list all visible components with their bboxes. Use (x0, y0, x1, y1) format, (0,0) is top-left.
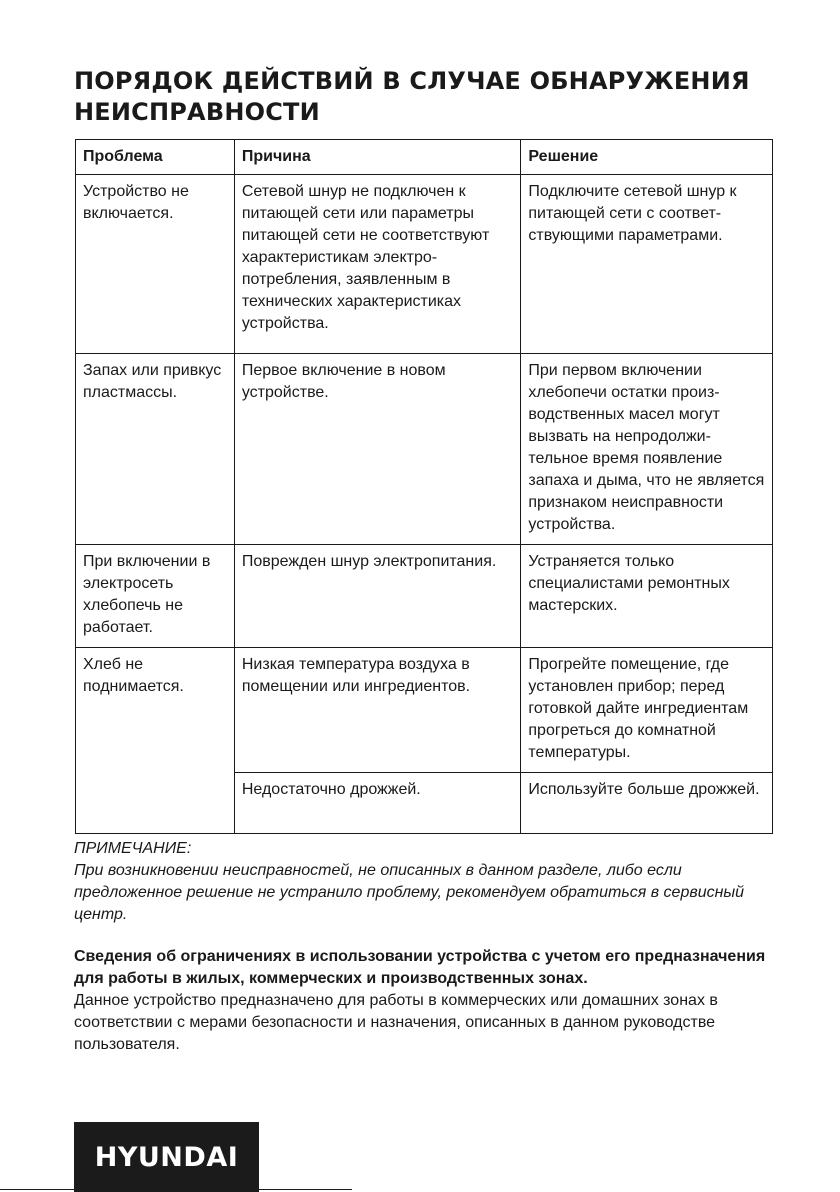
cause-cell: Первое включение в новом устройстве. (234, 354, 521, 545)
note-text: При возникновении неисправностей, не описанных в данном разделе, либо если предложенное решение не устранило проблему, рекомендуем обратиться в сервисный центр. (74, 862, 745, 923)
problem-cell: Запах или привкус пластмассы. (76, 354, 235, 545)
restrictions-section (74, 946, 774, 1056)
table-row (76, 648, 773, 773)
header-solution: Решение (521, 140, 773, 175)
solution-cell: Устраняется только специалистами ремонтных мастерских. (521, 545, 773, 648)
hyundai-logo: HYUNDAI (94, 1141, 239, 1173)
cause-cell: Низкая температура воздуха в помещении или ингредиентов. (234, 648, 521, 773)
header-cause: Причина (234, 140, 521, 175)
problem-cell: Хлеб не поднимается. (76, 648, 235, 834)
problem-cell: Устройство не включается. (76, 175, 235, 354)
table-row (76, 175, 773, 354)
problem-cell: При включении в электросеть хлебопечь не работает. (76, 545, 235, 648)
note-label: ПРИМЕЧАНИЕ: (74, 840, 192, 857)
note-section (74, 838, 774, 926)
solution-cell: Используйте больше дрожжей. (521, 773, 773, 834)
solution-cell: Прогрейте помещение, где установлен прибор; перед готовкой дайте ингредиентам прогреться до комнатной температуры. (521, 648, 773, 773)
table-header-row (76, 140, 773, 175)
page-title: ПОРЯДОК ДЕЙСТВИЙ В СЛУЧАЕ ОБНАРУЖЕНИЯ НЕИСПРАВНОСТИ (74, 67, 750, 126)
cause-cell: Недостаточно дрожжей. (234, 773, 521, 834)
table-row (76, 354, 773, 545)
solution-cell: При первом включении хлебопечи остатки производственных масел могут вызвать на непродолжительное время появление запаха и дыма, что не является признаком неисправности устройства. (521, 354, 773, 545)
restrictions-heading: Сведения об ограничениях в использовании устройства с учетом его предназначения для работы в жилых, коммерческих и производственных зонах. (74, 948, 766, 987)
troubleshooting-table (75, 139, 773, 834)
bottom-rule (0, 1189, 352, 1190)
restrictions-text: Данное устройство предназначено для работы в коммерческих или домашних зонах в соответствии с мерами безопасности и назначения, описанных в данном руководстве пользователя. (74, 992, 718, 1053)
cause-cell: Сетевой шнур не подключен к питающей сети или параметры питающей сети не соответствуют характеристикам электропотребления, заявленным в технических характеристиках устройства. (234, 175, 521, 354)
solution-cell: Подключите сетевой шнур к питающей сети с соответствующими параметрами. (521, 175, 773, 354)
cause-cell: Поврежден шнур электропитания. (234, 545, 521, 648)
table-row (76, 545, 773, 648)
header-problem: Проблема (76, 140, 235, 175)
brand-logo-box (74, 1122, 259, 1192)
